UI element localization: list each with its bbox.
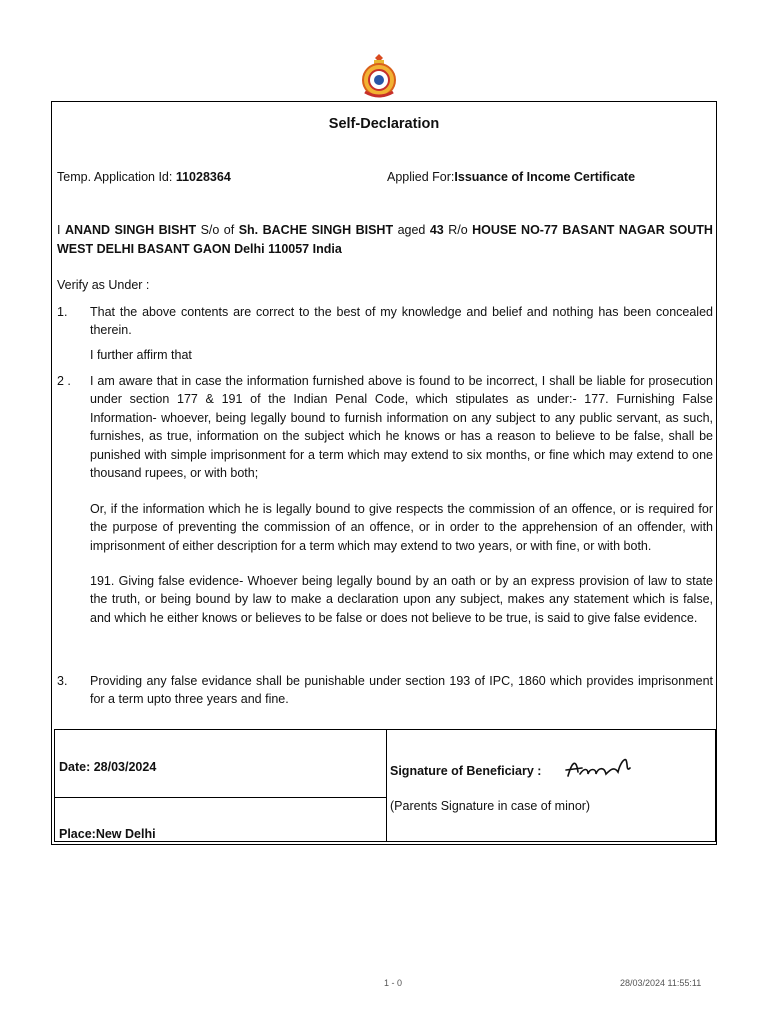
point-1	[57, 303, 713, 340]
applied-for	[387, 170, 635, 184]
declarant-age: 43	[429, 223, 444, 237]
declarant-aged-label: aged	[397, 223, 426, 237]
parents-signature-note: (Parents Signature in case of minor)	[390, 799, 591, 813]
declarant-residence-label: R/o	[448, 223, 468, 237]
section-191-text: 191. Giving false evidence- Whoever being legally bound by an oath or by an express provision of law to state the truth, or being bound by law to make a declaration upon any subject, makes any statement which is false, and which he either knows or believes to be false or does not believe to be true, is said to give false evidence.	[90, 574, 713, 625]
declarant-relation: S/o of	[200, 223, 235, 237]
point-2-text: I am aware that in case the information furnished above is found to be incorrect, I shall be liable for prosecution under section 177 & 191 of the Indian Penal Code, which stipulates as under:- 177. Furnishing False Information- whoever, being legally bound to furnish information on any subject to any public servant, as such, furnishes, as true, information on the subject which he knows or has a reason to believe to be false, shall be punished with simple imprisonment for a term which may extend to six months, or fine which may extend to one thousand rupees, or with both;	[90, 374, 713, 481]
affirm-text: I further affirm that	[90, 348, 192, 362]
applied-for-value: Issuance of Income Certificate	[454, 170, 636, 184]
point-2-or-text: Or, if the information which he is legally bound to give respects the commission of an offence, or is required for the purpose of preventing the commission of an offence, or in order to the apprehension of an offender, with imprisonment of either description for a term which may extend to two years, or with fine, or with both.	[90, 502, 713, 553]
signature-table	[54, 729, 716, 842]
declaration-frame	[51, 101, 717, 845]
point-3	[57, 672, 713, 709]
verify-heading: Verify as Under :	[57, 278, 150, 292]
applied-for-label: Applied For:	[387, 170, 455, 184]
date-cell	[55, 730, 387, 798]
point-1-number: 1.	[57, 305, 68, 319]
declarant-parent: Sh. BACHE SINGH BISHT	[238, 223, 394, 237]
page-number: 1 - 0	[384, 978, 403, 988]
application-id-label: Temp. Application Id:	[57, 170, 173, 184]
police-emblem-icon	[357, 52, 401, 98]
declaration-date: Date: 28/03/2024	[59, 760, 157, 774]
point-3-text: Providing any false evidance shall be punishable under section 193 of IPC, 1860 which provides imprisonment for a term upto three years and fine.	[90, 674, 713, 707]
point-2	[57, 372, 713, 482]
handwritten-signature-icon	[562, 754, 634, 784]
point-1-text: That the above contents are correct to the best of my knowledge and belief and nothing has been concealed therein.	[90, 305, 713, 338]
declarant-name: ANAND SINGH BISHT	[64, 223, 197, 237]
declaration-place: Place:New Delhi	[59, 827, 156, 841]
page-title: Self-Declaration	[328, 116, 440, 132]
signature-cell	[386, 730, 716, 842]
declarant-prefix: I	[57, 223, 61, 237]
signature-label: Signature of Beneficiary :	[390, 764, 542, 778]
place-cell	[55, 797, 387, 842]
declarant-statement	[57, 221, 713, 259]
application-id-value: 11028364	[175, 170, 231, 184]
point-3-number: 3.	[57, 674, 68, 688]
point-2-number: 2 .	[57, 374, 71, 388]
declarant-address: HOUSE NO-77 BASANT NAGAR SOUTH WEST DELHI BASANT GAON Delhi 110057 India	[57, 223, 713, 256]
application-id	[57, 170, 231, 184]
footer-timestamp: 28/03/2024 11:55:11	[620, 978, 702, 988]
